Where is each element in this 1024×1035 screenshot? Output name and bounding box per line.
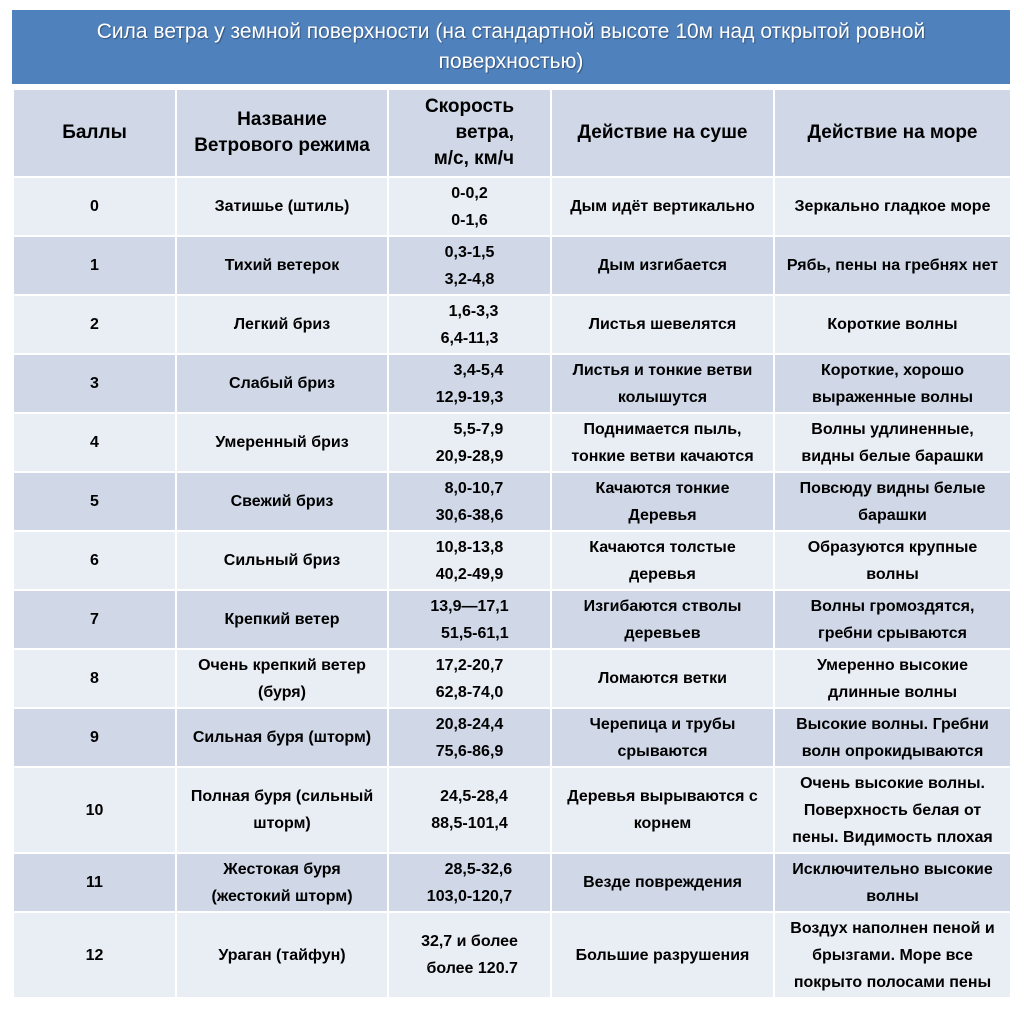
land-effect-cell: [551, 472, 774, 531]
regime-name-line: Жестокая буря: [223, 860, 341, 878]
land-effect-line: Везде повреждения: [583, 874, 742, 891]
table-body: [13, 177, 1011, 998]
speed-kmh: 51,5-61,1: [441, 624, 509, 642]
sea-effect-line: волн опрокидываются: [801, 742, 984, 760]
regime-name-cell: [176, 354, 388, 413]
land-effect-cell: [551, 708, 774, 767]
sea-effect-line: Короткие волны: [827, 316, 958, 333]
wind-speed-cell: [388, 295, 551, 354]
sea-effect-line: Волны удлиненные,: [811, 420, 974, 438]
speed-kmh: 6,4-11,3: [440, 329, 499, 347]
sea-effect-line: длинные волны: [828, 683, 957, 701]
header-speed: [388, 89, 551, 177]
speed-ms: 17,2-20,7: [435, 656, 504, 674]
sea-effect-cell: [774, 413, 1011, 472]
speed-kmh: 62,8-74,0: [435, 683, 504, 701]
sea-effect-cell: [774, 177, 1011, 236]
regime-name-line: Слабый бриз: [229, 375, 335, 392]
speed-ms: 20,8-24,4: [435, 715, 504, 733]
score-cell: 3: [13, 354, 176, 413]
land-effect-cell: [551, 354, 774, 413]
sea-effect-cell: [774, 649, 1011, 708]
sea-effect-cell: [774, 295, 1011, 354]
table-row: [13, 649, 1011, 708]
sea-effect-line: видны белые барашки: [801, 447, 984, 465]
land-effect-cell: [551, 767, 774, 853]
regime-name-line: шторм): [253, 815, 311, 832]
table-row: [13, 472, 1011, 531]
wind-speed-cell: [388, 236, 551, 295]
speed-ms: 24,5-28,4: [440, 788, 508, 805]
sea-effect-cell: [774, 531, 1011, 590]
land-effect-cell: [551, 295, 774, 354]
sea-effect-line: выраженные волны: [811, 388, 974, 406]
regime-name-line: Полная буря (сильный: [190, 788, 374, 805]
sea-effect-line: Волны громоздятся,: [810, 597, 975, 615]
sea-effect-line: Повсюду видны белые: [799, 479, 986, 497]
table-row: [13, 177, 1011, 236]
regime-name-line: Очень крепкий ветер: [198, 656, 366, 674]
regime-name-cell: [176, 649, 388, 708]
speed-kmh: 75,6-86,9: [435, 742, 504, 760]
land-effect-line: Дым идёт вертикально: [570, 198, 755, 215]
score-cell: 4: [13, 413, 176, 472]
speed-kmh: 88,5-101,4: [431, 815, 508, 832]
wind-speed-cell: [388, 912, 551, 998]
sea-effect-line: Рябь, пены на гребнях нет: [786, 257, 999, 274]
wind-force-table: [12, 88, 1012, 999]
sea-effect-line: Образуются крупные: [807, 538, 978, 556]
land-effect-line: Большие разрушения: [575, 946, 750, 964]
header-land: Действие на суше: [551, 89, 774, 177]
speed-ms: 5,5-7,9: [453, 420, 504, 438]
score-cell: 11: [13, 853, 176, 912]
wind-speed-cell: [388, 590, 551, 649]
header-speed-line: м/с, км/ч: [433, 148, 515, 169]
wind-speed-cell: [388, 531, 551, 590]
table-row: [13, 590, 1011, 649]
score-cell: 1: [13, 236, 176, 295]
sea-effect-line: Исключительно высокие: [792, 860, 993, 878]
score-cell: 5: [13, 472, 176, 531]
header-name-line: Название: [237, 109, 327, 130]
regime-name-line: (буря): [258, 683, 306, 701]
sea-effect-line: Воздух наполнен пеной и: [790, 919, 995, 937]
wind-speed-cell: [388, 708, 551, 767]
sea-effect-cell: [774, 912, 1011, 998]
land-effect-line: корнем: [633, 815, 692, 832]
land-effect-cell: [551, 531, 774, 590]
speed-ms: 28,5-32,6: [444, 860, 513, 878]
regime-name-cell: [176, 177, 388, 236]
header-row: [13, 89, 1011, 177]
header-sea: Действие на море: [774, 89, 1011, 177]
regime-name-cell: [176, 590, 388, 649]
sea-effect-cell: [774, 472, 1011, 531]
sea-effect-line: покрыто полосами пены: [793, 973, 992, 991]
header-speed-line: ветра,: [455, 122, 515, 143]
score-cell: 10: [13, 767, 176, 853]
regime-name-line: Ураган (тайфун): [218, 946, 346, 964]
score-cell: 6: [13, 531, 176, 590]
wind-speed-cell: [388, 413, 551, 472]
wind-speed-cell: [388, 853, 551, 912]
header-name-line: Ветрового режима: [194, 135, 370, 156]
land-effect-cell: [551, 649, 774, 708]
regime-name-cell: [176, 531, 388, 590]
speed-kmh: 103,0-120,7: [426, 887, 513, 905]
table-row: [13, 708, 1011, 767]
land-effect-cell: [551, 177, 774, 236]
table-title: Сила ветра у земной поверхности (на стандартной высоте 10м над открытой ровной поверхностью): [12, 10, 1010, 84]
land-effect-line: Деревья: [628, 506, 697, 524]
land-effect-line: Качаются тонкие: [595, 479, 730, 497]
sea-effect-cell: [774, 590, 1011, 649]
land-effect-line: Листья и тонкие ветви: [572, 361, 753, 379]
speed-kmh: 12,9-19,3: [435, 388, 504, 406]
land-effect-line: Качаются толстые: [589, 538, 736, 556]
land-effect-line: Деревья вырываются с: [567, 788, 758, 805]
sea-effect-line: пены. Видимость плохая: [792, 828, 993, 846]
table-row: [13, 912, 1011, 998]
regime-name-cell: [176, 295, 388, 354]
speed-kmh: 3,2-4,8: [444, 270, 495, 288]
score-cell: 9: [13, 708, 176, 767]
header-speed-line: Скорость: [424, 96, 515, 117]
regime-name-cell: [176, 912, 388, 998]
land-effect-cell: [551, 413, 774, 472]
speed-kmh: более 120.7: [426, 960, 518, 977]
header-name: [176, 89, 388, 177]
regime-name-cell: [176, 767, 388, 853]
regime-name-line: Легкий бриз: [233, 316, 331, 333]
speed-kmh: 0-1,6: [451, 211, 488, 229]
speed-ms: 8,0-10,7: [444, 479, 504, 497]
speed-ms: 0,3-1,5: [444, 243, 495, 261]
land-effect-line: деревьев: [624, 624, 701, 642]
table-row: [13, 767, 1011, 853]
regime-name-cell: [176, 472, 388, 531]
sea-effect-line: Очень высокие волны.: [800, 774, 985, 792]
land-effect-line: Ломаются ветки: [598, 670, 727, 687]
speed-kmh: 20,9-28,9: [435, 447, 504, 465]
wind-speed-cell: [388, 649, 551, 708]
sea-effect-line: брызгами. Море все: [812, 946, 973, 964]
land-effect-line: колышутся: [617, 388, 708, 406]
score-cell: 7: [13, 590, 176, 649]
speed-ms: 1,6-3,3: [448, 302, 499, 320]
land-effect-line: Дым изгибается: [598, 257, 727, 274]
sea-effect-cell: [774, 354, 1011, 413]
land-effect-line: Изгибаются стволы: [583, 597, 742, 615]
land-effect-cell: [551, 590, 774, 649]
header-score: Баллы: [13, 89, 176, 177]
table-row: [13, 295, 1011, 354]
sea-effect-line: Умеренно высокие: [816, 656, 969, 674]
land-effect-line: деревья: [629, 565, 696, 583]
regime-name-line: Умеренный бриз: [215, 434, 349, 451]
sea-effect-cell: [774, 236, 1011, 295]
sea-effect-cell: [774, 853, 1011, 912]
score-cell: 8: [13, 649, 176, 708]
wind-speed-cell: [388, 472, 551, 531]
land-effect-line: тонкие ветви качаются: [571, 447, 754, 465]
wind-speed-cell: [388, 354, 551, 413]
land-effect-cell: [551, 912, 774, 998]
regime-name-line: Крепкий ветер: [224, 611, 340, 628]
regime-name-cell: [176, 853, 388, 912]
regime-name-line: Сильная буря (шторм): [192, 729, 372, 746]
regime-name-cell: [176, 236, 388, 295]
sea-effect-line: Высокие волны. Гребни: [796, 715, 989, 733]
sea-effect-cell: [774, 708, 1011, 767]
speed-ms: 10,8-13,8: [435, 538, 504, 556]
regime-name-line: Затишье (штиль): [214, 198, 350, 215]
land-effect-line: Поднимается пыль,: [583, 420, 742, 438]
land-effect-cell: [551, 853, 774, 912]
table-row: [13, 236, 1011, 295]
score-cell: 12: [13, 912, 176, 998]
wind-speed-cell: [388, 767, 551, 853]
regime-name-line: Сильный бриз: [223, 552, 341, 569]
speed-ms: 32,7 и более: [421, 933, 518, 950]
sea-effect-cell: [774, 767, 1011, 853]
sea-effect-line: Поверхность белая от: [803, 801, 982, 819]
sea-effect-line: Зеркально гладкое море: [794, 198, 991, 215]
sea-effect-line: волны: [866, 565, 919, 583]
sea-effect-line: барашки: [858, 506, 927, 524]
sea-effect-line: Короткие, хорошо: [820, 361, 965, 379]
score-cell: 2: [13, 295, 176, 354]
speed-ms: 3,4-5,4: [453, 361, 504, 379]
speed-kmh: 30,6-38,6: [435, 506, 504, 524]
sea-effect-line: волны: [866, 887, 919, 905]
speed-kmh: 40,2-49,9: [435, 565, 504, 583]
land-effect-cell: [551, 236, 774, 295]
land-effect-line: Листья шевелятся: [588, 316, 737, 333]
regime-name-line: (жестокий шторм): [211, 887, 353, 905]
regime-name-cell: [176, 413, 388, 472]
wind-speed-cell: [388, 177, 551, 236]
regime-name-line: Тихий ветерок: [224, 257, 340, 274]
land-effect-line: срываются: [617, 742, 708, 760]
regime-name-cell: [176, 708, 388, 767]
speed-ms: 13,9—17,1: [430, 597, 509, 615]
regime-name-line: Свежий бриз: [230, 493, 334, 510]
table-row: [13, 853, 1011, 912]
table-row: [13, 413, 1011, 472]
land-effect-line: Черепица и трубы: [589, 715, 736, 733]
sea-effect-line: гребни срываются: [818, 624, 967, 642]
speed-ms: 0-0,2: [451, 184, 488, 202]
score-cell: 0: [13, 177, 176, 236]
table-row: [13, 531, 1011, 590]
table-row: [13, 354, 1011, 413]
